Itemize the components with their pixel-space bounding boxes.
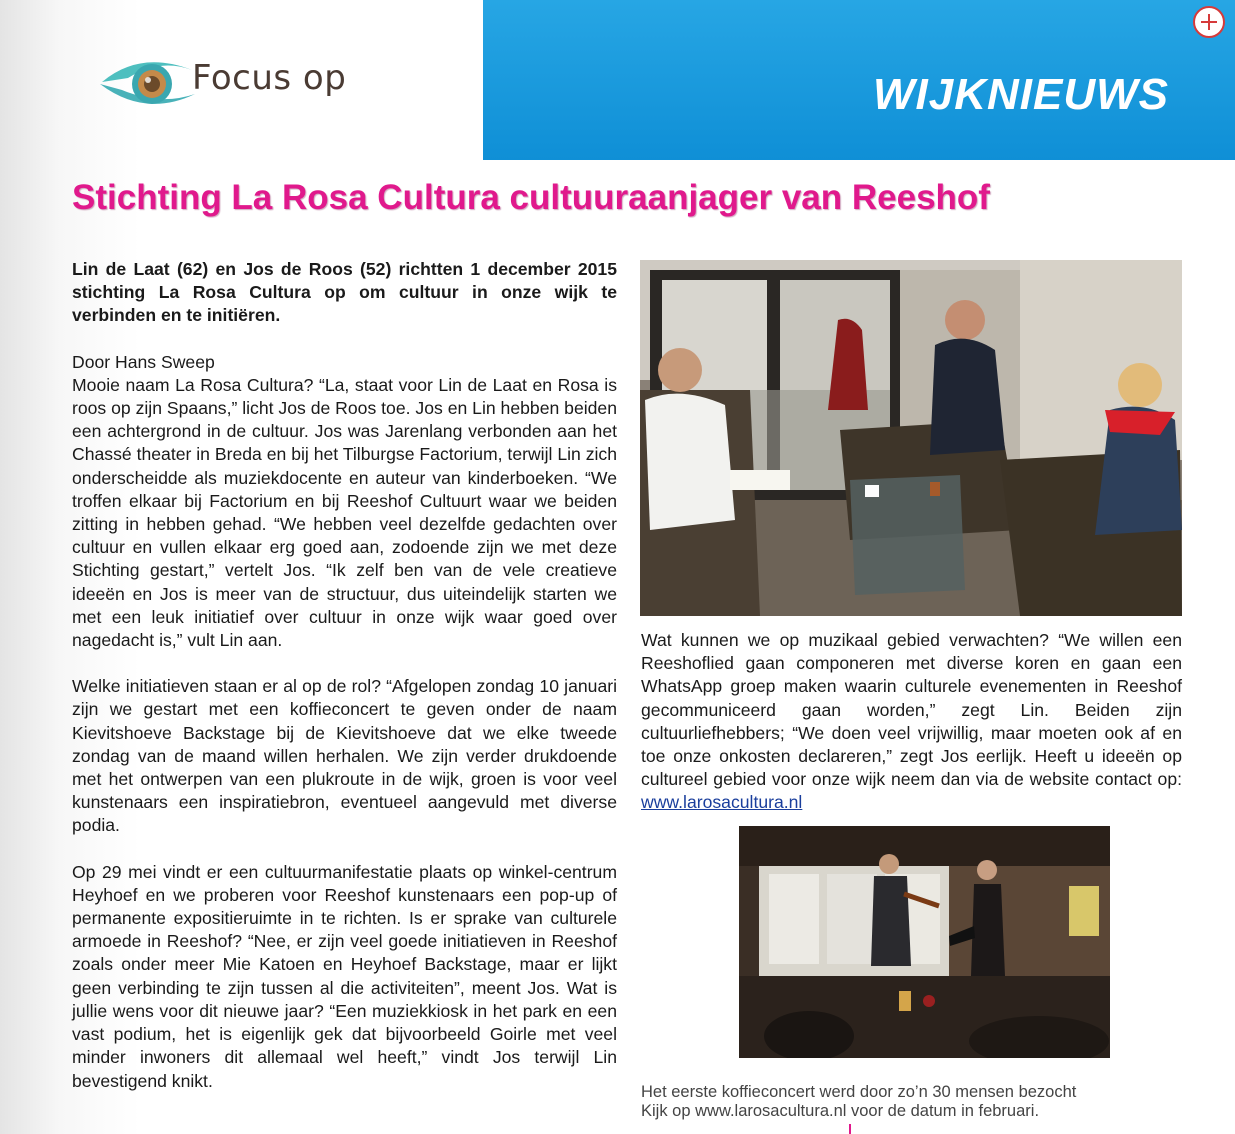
article-right-paragraph: Wat kunnen we op muzikaal gebied verwachten? “We willen een Reeshoflied gaan componeren met diverse koren en gaan een WhatsApp groep maken waarin culturele evenementen in Reeshof gecommuniceerd gaan worden,” zegt Lin. Beiden zijn cultuurliefhebbers; “We doen veel vrijwillig, maar moeten ook af en toe onze onkosten declareren,” zegt Jos eerlijk. Heeft u ideeën op cultureel gebied voor onze wijk neem dan via de website contact op: (641, 630, 1182, 790)
article-paragraph-1: Mooie naam La Rosa Cultura? “La, staat voor Lin de Laat en Rosa is roos op zijn Spaans,” licht Jos de Roos toe. Jos en Lin hebben beiden een achtergrond in de cultuur. Jos was Jarenlang verbonden aan het Chassé theater in Breda en bij het Tilburgse Factorium, terwijl Lin zich onderscheidde als muziekdocente en auteur van kinderboeken. “We troffen elkaar bij Factorium en bij Reeshof Cultuurt waar we beiden zitting in hebben gehad. “We hebben veel dezelfde gedachten over cultuur en vullen elkaar erg goed aan, zodoende zijn we met deze Stichting gestart,” vertelt Jos. “Ik zelf ben van de vele creatieve ideeën en Jos is meer van de structuur, dus uiteindelijk starten we met een leuk initiatief over cultuur in onze wijk waar goed over nagedacht is,” vult Lin aan. (72, 374, 617, 651)
section-banner (483, 0, 1235, 160)
article-byline: Door Hans Sweep (72, 351, 215, 372)
article-paragraph-3: Op 29 mei vindt er een cultuurmanifestatie plaats op winkel-centrum Heyhoef en we proberen voor Reeshof kunstenaars een pop-up of permanente expositieruimte in te richten. Is er sprake van culturele armoede in Reeshof? “Nee, er zijn veel goede initiatieven in Reeshof zoals onder meer Mie Katoen en Heyhoef Backstage, maar er lijkt geen verbinding te zijn tussen al die activiteiten”, meent Jos. Wat is jullie wens voor dit nieuwe jaar? “Een muziekkiosk in het park en een vast podium, het is eigenlijk gek dat bijvoorbeeld Goirle met veel minder inwoners dit allemaal wel heeft,” vindt Jos terwijl Lin bevestigend knikt. (72, 861, 617, 1091)
article-left-column (72, 258, 617, 1116)
article-intro: Lin de Laat (62) en Jos de Roos (52) richtten 1 december 2015 stichting La Rosa Cultura op om cultuur in onze wijk te verbinden en te initiëren. (72, 259, 617, 326)
article-headline: Stichting La Rosa Cultura cultuuraanjager van Reeshof (72, 178, 990, 217)
interview-photo (640, 260, 1182, 616)
section-title: WIJKNIEUWS (873, 70, 1169, 119)
add-button[interactable] (1193, 6, 1225, 38)
page-marker (849, 1124, 851, 1134)
concert-photo (739, 826, 1110, 1058)
logo-text: Focus op (192, 58, 347, 98)
article-paragraph-2: Welke initiatieven staan er al op de rol? “Afgelopen zondag 10 januari zijn we gestart met een koffieconcert te geven onder de naam Kievitshoeve Backstage bij de Kievitshoeve dat we elke tweede zondag van de maand willen herhalen. We zijn verder drukdoende met het ontwerpen van een plukroute in de wijk, groen is voor veel kunstenaars een inspiratiebron, eventueel aangevuld met diverse podia. (72, 676, 617, 836)
article-right-column (641, 629, 1182, 815)
caption-line-2: Kijk op www.larosacultura.nl voor de datum in februari. (641, 1102, 1040, 1120)
website-link[interactable]: www.larosacultura.nl (641, 792, 803, 813)
caption-line-1: Het eerste koffieconcert werd door zo’n 30 mensen bezocht (641, 1083, 1077, 1101)
concert-caption (641, 1083, 1201, 1121)
